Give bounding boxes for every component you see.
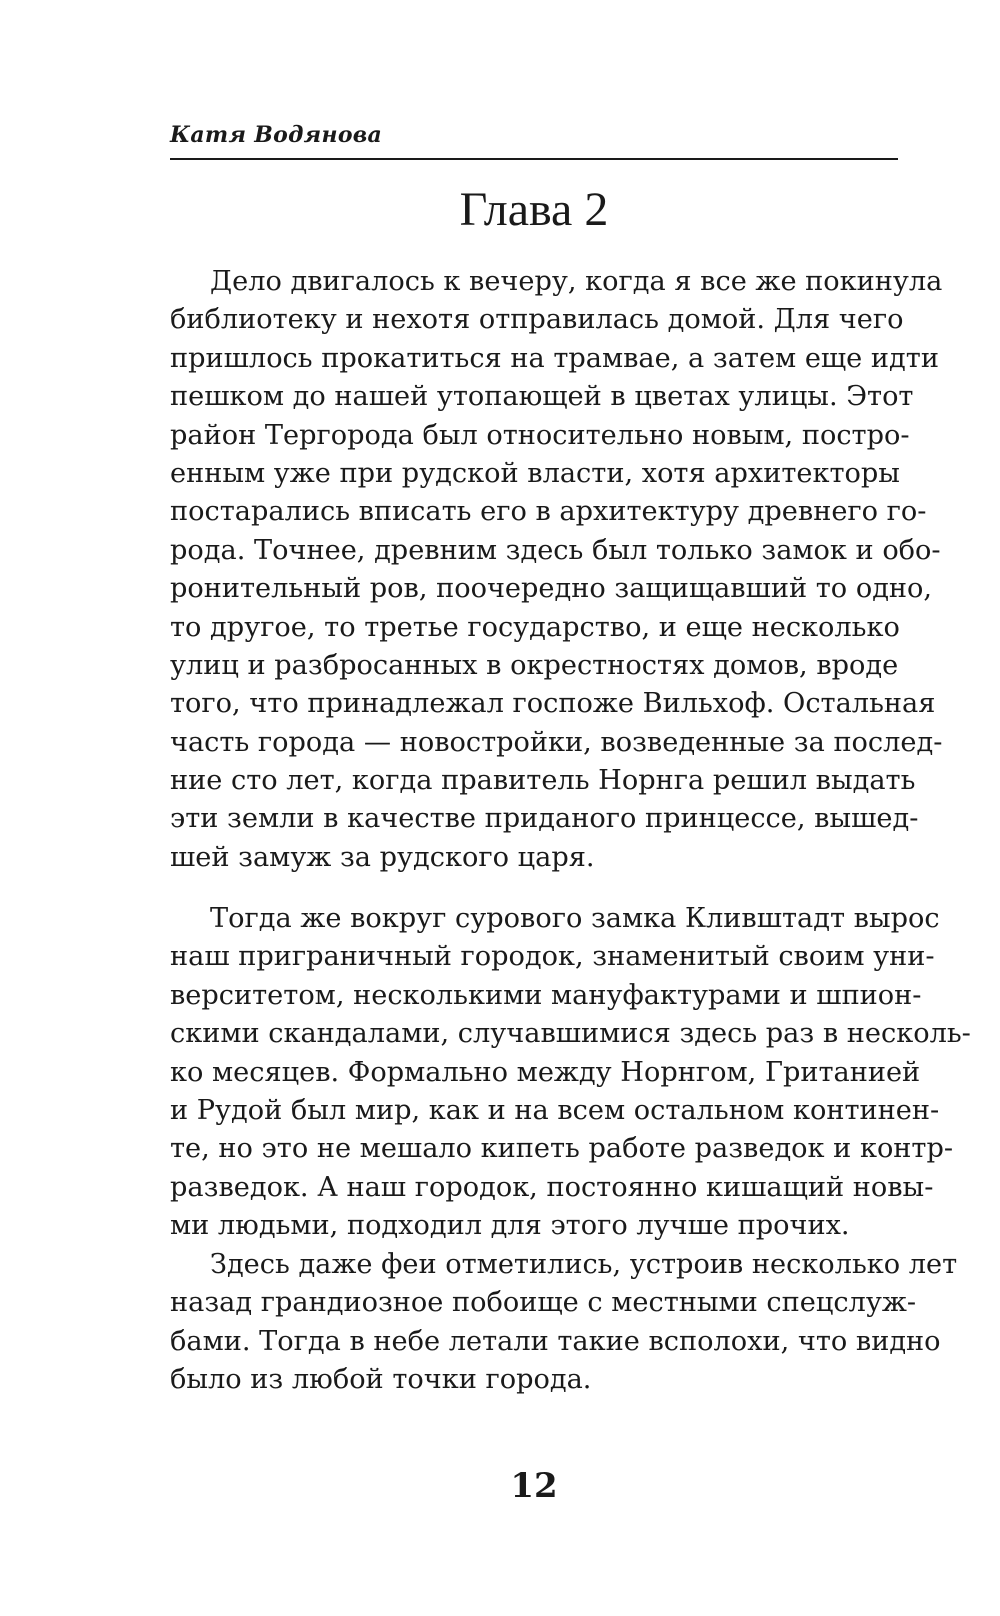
text-line: ронительный ров, поочередно защищавший то одно, <box>170 573 933 605</box>
text-line: бами. Тогда в небе летали такие всполохи, что видно <box>170 1325 941 1357</box>
text-line: назад грандиозное побоище с местными спецслуж- <box>170 1287 917 1319</box>
text-line: постарались вписать его в архитектуру древнего го- <box>170 496 927 528</box>
text-line: верситетом, несколькими мануфактурами и шпион- <box>170 979 922 1011</box>
text-line: ми людьми, подходил для этого лучше прочих. <box>170 1210 850 1242</box>
text-line: того, что принадлежал госпоже Вильхоф. Остальная <box>170 688 936 720</box>
text-line: часть города — новостройки, возведенные за послед- <box>170 726 943 758</box>
text-line: то другое, то третье государство, и еще несколько <box>170 611 900 643</box>
text-line: рода. Точнее, древним здесь был только замок и обо- <box>170 534 941 566</box>
text-line: те, но это не мешало кипеть работе разведок и контр- <box>170 1133 954 1165</box>
running-head-author: Катя Водянова <box>170 122 383 148</box>
text-line: эти земли в качестве приданого принцессе, вышед- <box>170 803 919 835</box>
text-line: библиотеку и нехотя отправилась домой. Для чего <box>170 304 904 336</box>
chapter-title: Глава 2 <box>459 183 609 236</box>
text-line: наш приграничный городок, знаменитый своим уни- <box>170 941 935 973</box>
text-line: шей замуж за рудского царя. <box>170 841 595 873</box>
text-line: Дело двигалось к вечеру, когда я все же покинула <box>210 266 943 297</box>
text-line: улиц и разбросанных в окрестностях домов, вроде <box>170 649 899 681</box>
text-line: ко месяцев. Формально между Норнгом, Гританией <box>170 1056 921 1088</box>
page-number: 12 <box>510 1466 558 1506</box>
header-rule <box>170 158 898 160</box>
text-line: и Рудой был мир, как и на всем остальном континен- <box>170 1094 940 1126</box>
text-line: Тогда же вокруг сурового замка Кливштадт вырос <box>210 903 940 934</box>
text-line: район Тергорода был относительно новым, постро- <box>170 419 910 451</box>
text-line: ние сто лет, когда правитель Норнга решил выдать <box>170 765 916 797</box>
text-line: Здесь даже феи отметились, устроив несколько лет <box>210 1249 958 1280</box>
text-line: скими скандалами, случавшимися здесь раз в несколь- <box>170 1018 971 1050</box>
paragraph-2 <box>170 900 971 1246</box>
text-line: пришлось прокатиться на трамвае, а затем еще идти <box>170 342 939 374</box>
text-line: енным уже при рудской власти, хотя архитекторы <box>170 457 900 489</box>
text-line: пешком до нашей утопающей в цветах улицы. Этот <box>170 381 914 413</box>
paragraph-3 <box>170 1246 958 1400</box>
text-line: было из любой точки города. <box>170 1364 592 1396</box>
text-line: разведок. А наш городок, постоянно кишащий новы- <box>170 1171 934 1203</box>
paragraph-1 <box>170 263 943 877</box>
